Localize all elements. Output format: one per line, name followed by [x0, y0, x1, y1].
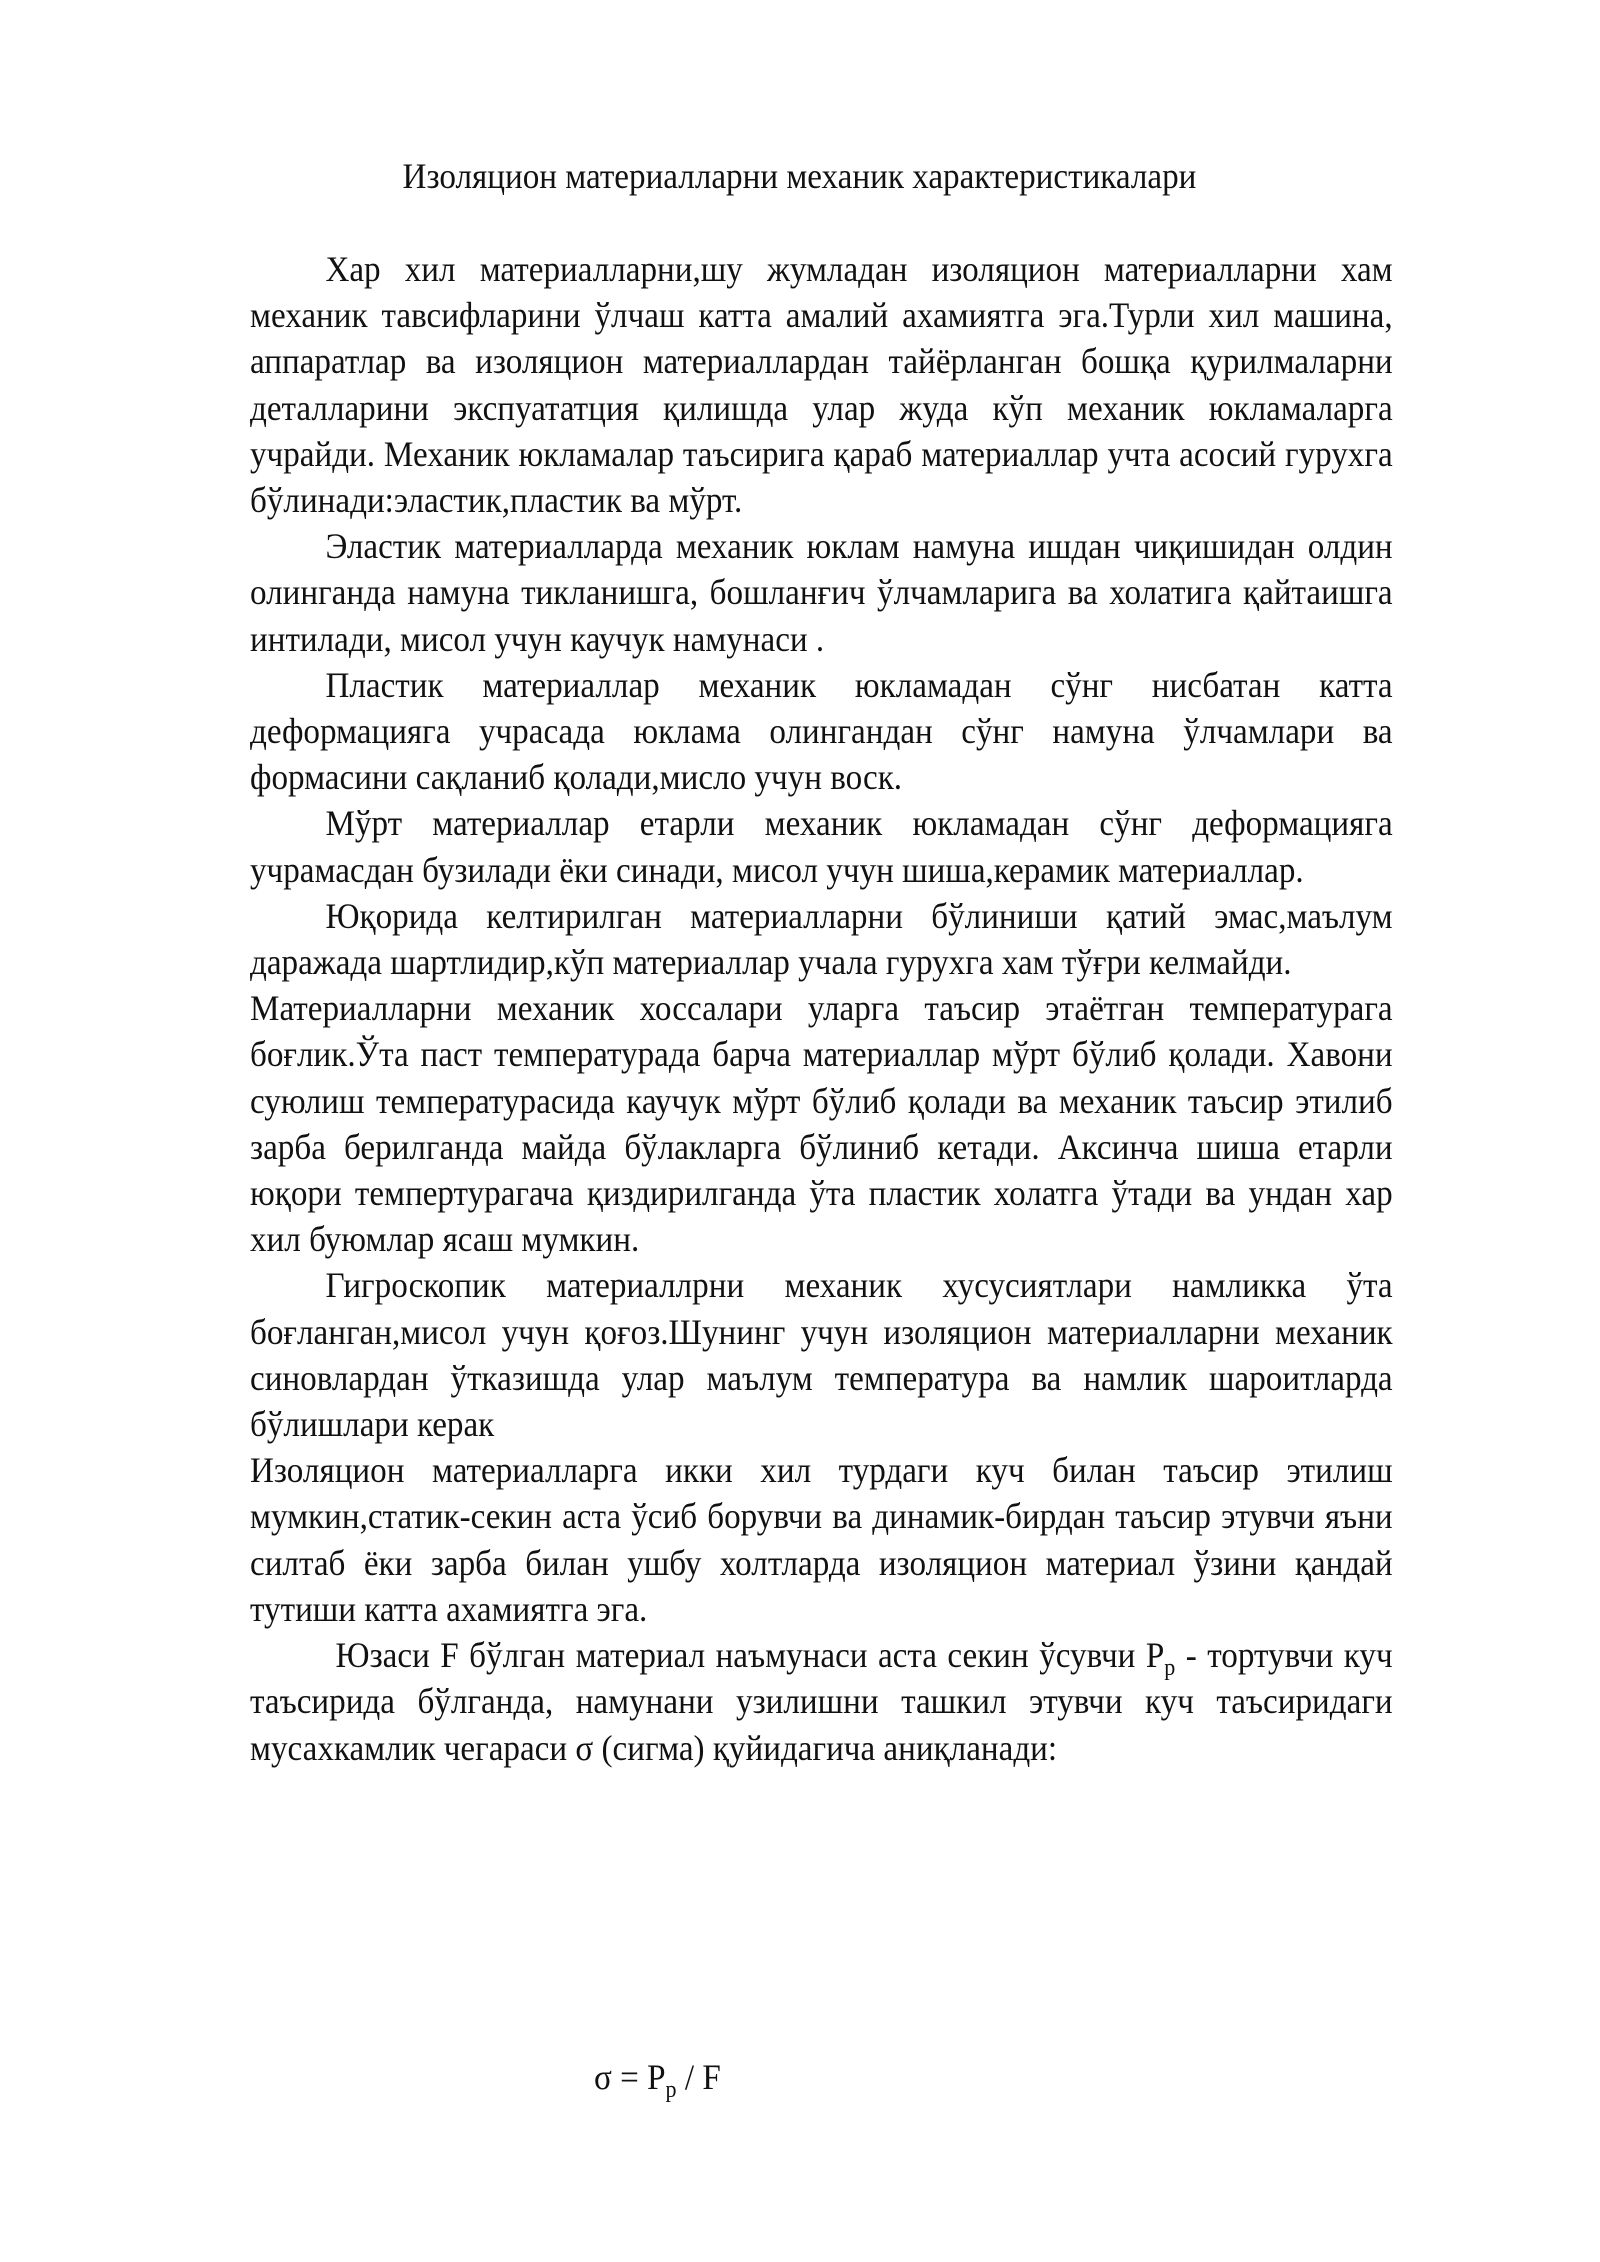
- strength-text-start: Юзаси F бўлган материал наъмунаси аста секин ўсувчи P: [335, 1635, 1165, 1676]
- formula-subscript: р: [665, 2077, 677, 2103]
- strength-formula: [594, 2053, 721, 2101]
- paragraph-temperature: Материалларни механик хоссалари уларга таъсир этаётган температурага боғлик.Ўта паст температурада барча материаллар мўрт бўлиб қолади. Хавони суюлиш температурасида каучук мўрт бўлиб қолади ва механик таъсир этилиб зарба берилганда майда бўлакларга бўлиниб кетади. Аксинча шиша етарли юқори темпертурагача қиздирилганда ўта пластик холатга ўтади ва ундан хар хил буюмлар ясаш мумкин.: [250, 988, 1393, 1260]
- paragraph-brittle: Мўрт материаллар етарли механик юкламадан сўнг деформацияга учрамасдан бузилади ёки синади, мисол учун шиша,керамик материаллар.: [250, 803, 1393, 890]
- paragraph-force-types: Изоляцион материалларга икки хил турдаги куч билан таъсир этилиш мумкин,статик-секин аста ўсиб борувчи ва динамик-бирдан таъсир этувчи яъни силтаб ёки зарба билан ушбу холтларда изоляцион материал ўзини қандай тутиши катта ахамиятга эга.: [250, 1450, 1393, 1629]
- force-subscript: р: [1164, 1655, 1176, 1682]
- paragraph-intro: Хар хил материалларни,шу жумладан изоляцион материалларни хам механик тавсифларини ўлчаш катта амалий ахамиятга эга.Турли хил машина, аппаратлар ва изоляцион материаллардан тайёрланган бошқа қурилмаларни деталларини экспуататция қилишда улар жуда кўп механик юкламаларга учрайди. Механик юкламалар таъсирига қараб материаллар учта асосий гурухга бўлинади:эластик,пластик ва мўрт.: [250, 249, 1393, 521]
- paragraph-plastic: Пластик материаллар механик юкламадан сўнг нисбатан катта деформацияга учрасада юклама олингандан сўнг намуна ўлчамлари ва формасини сақланиб қолади,мисло учун воск.: [250, 664, 1393, 798]
- paragraph-elastic: Эластик материалларда механик юклам намуна ишдан чиқишидан олдин олинганда намуна тикланишга, бошланғич ўлчамларига ва холатига қайтаишга интилади, мисол учун каучук намунаси .: [250, 526, 1393, 659]
- document-body: [250, 246, 1393, 1771]
- formula-right: / F: [676, 2057, 721, 2097]
- paragraph-strength-limit: [250, 1632, 1393, 1771]
- document-title: Изоляцион материалларни механик характеристикалари: [402, 156, 1197, 196]
- paragraph-classification-note: Юқорида келтирилган материалларни бўлиниши қатий эмас,маълум даражада шартлидир,кўп материаллар учала гурухга хам тўғри келмайди.: [250, 895, 1393, 983]
- paragraph-hygroscopic: Гигроскопик материаллрни механик хусусиятлари намликка ўта боғланган,мисол учун қоғоз.Шунинг учун изоляцион материалларни механик синовлардан ўтказишда улар маълум температура ва намлик шароитларда бўлишлари керак: [250, 1265, 1393, 1445]
- formula-left: σ = P: [594, 2057, 666, 2097]
- strength-text-end: - тортувчи куч таъсирида бўлганда, намунани узилишни ташкил этувчи куч таъсиридаги мусахкамлик чегараси σ (сигма) қуйидагича аниқланади:: [250, 1635, 1393, 1768]
